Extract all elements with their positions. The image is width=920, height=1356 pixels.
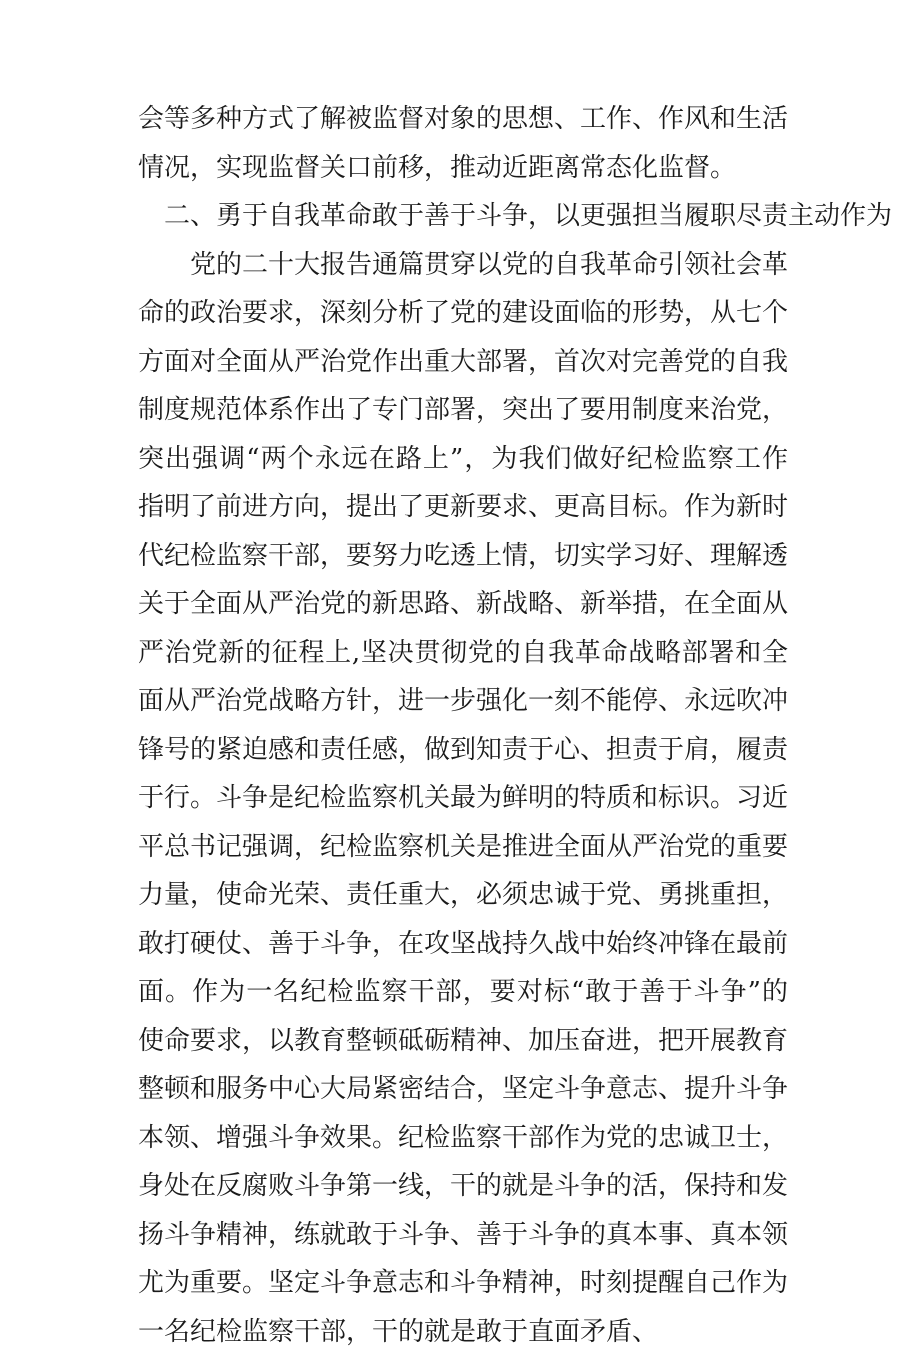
continuation-paragraph: 会等多种方式了解被监督对象的思想、工作、作风和生活情况，实现监督关口前移，推动近距离常态化监督。 [138, 95, 788, 192]
document-body [138, 95, 788, 1356]
section-heading: 二、勇于自我革命敢于善于斗争，以更强担当履职尽责主动作为 [138, 192, 788, 241]
body-paragraph: 党的二十大报告通篇贯穿以党的自我革命引领社会革命的政治要求，深刻分析了党的建设面临的形势，从七个方面对全面从严治党作出重大部署，首次对完善党的自我制度规范体系作出了专门部署，突出了要用制度来治党，突出强调“两个永远在路上”，为我们做好纪检监察工作指明了前进方向，提出了更新要求、更高目标。作为新时代纪检监察干部，要努力吃透上情，切实学习好、理解透关于全面从严治党的新思路、新战略、新举措，在全面从严治党新的征程上,坚决贯彻党的自我革命战略部署和全面从严治党战略方针，进一步强化一刻不能停、永远吹冲锋号的紧迫感和责任感，做到知责于心、担责于肩，履责于行。斗争是纪检监察机关最为鲜明的特质和标识。习近平总书记强调，纪检监察机关是推进全面从严治党的重要力量，使命光荣、责任重大，必须忠诚于党、勇挑重担，敢打硬仗、善于斗争，在攻坚战持久战中始终冲锋在最前面。作为一名纪检监察干部，要对标“敢于善于斗争”的使命要求，以教育整顿砥砺精神、加压奋进，把开展教育整顿和服务中心大局紧密结合，坚定斗争意志、提升斗争本领、增强斗争效果。纪检监察干部作为党的忠诚卫士，身处在反腐败斗争第一线，干的就是斗争的活，保持和发扬斗争精神，练就敢于斗争、善于斗争的真本事、真本领尤为重要。坚定斗争意志和斗争精神，时刻提醒自己作为一名纪检监察干部，干的就是敢于直面矛盾、 [138, 241, 788, 1356]
